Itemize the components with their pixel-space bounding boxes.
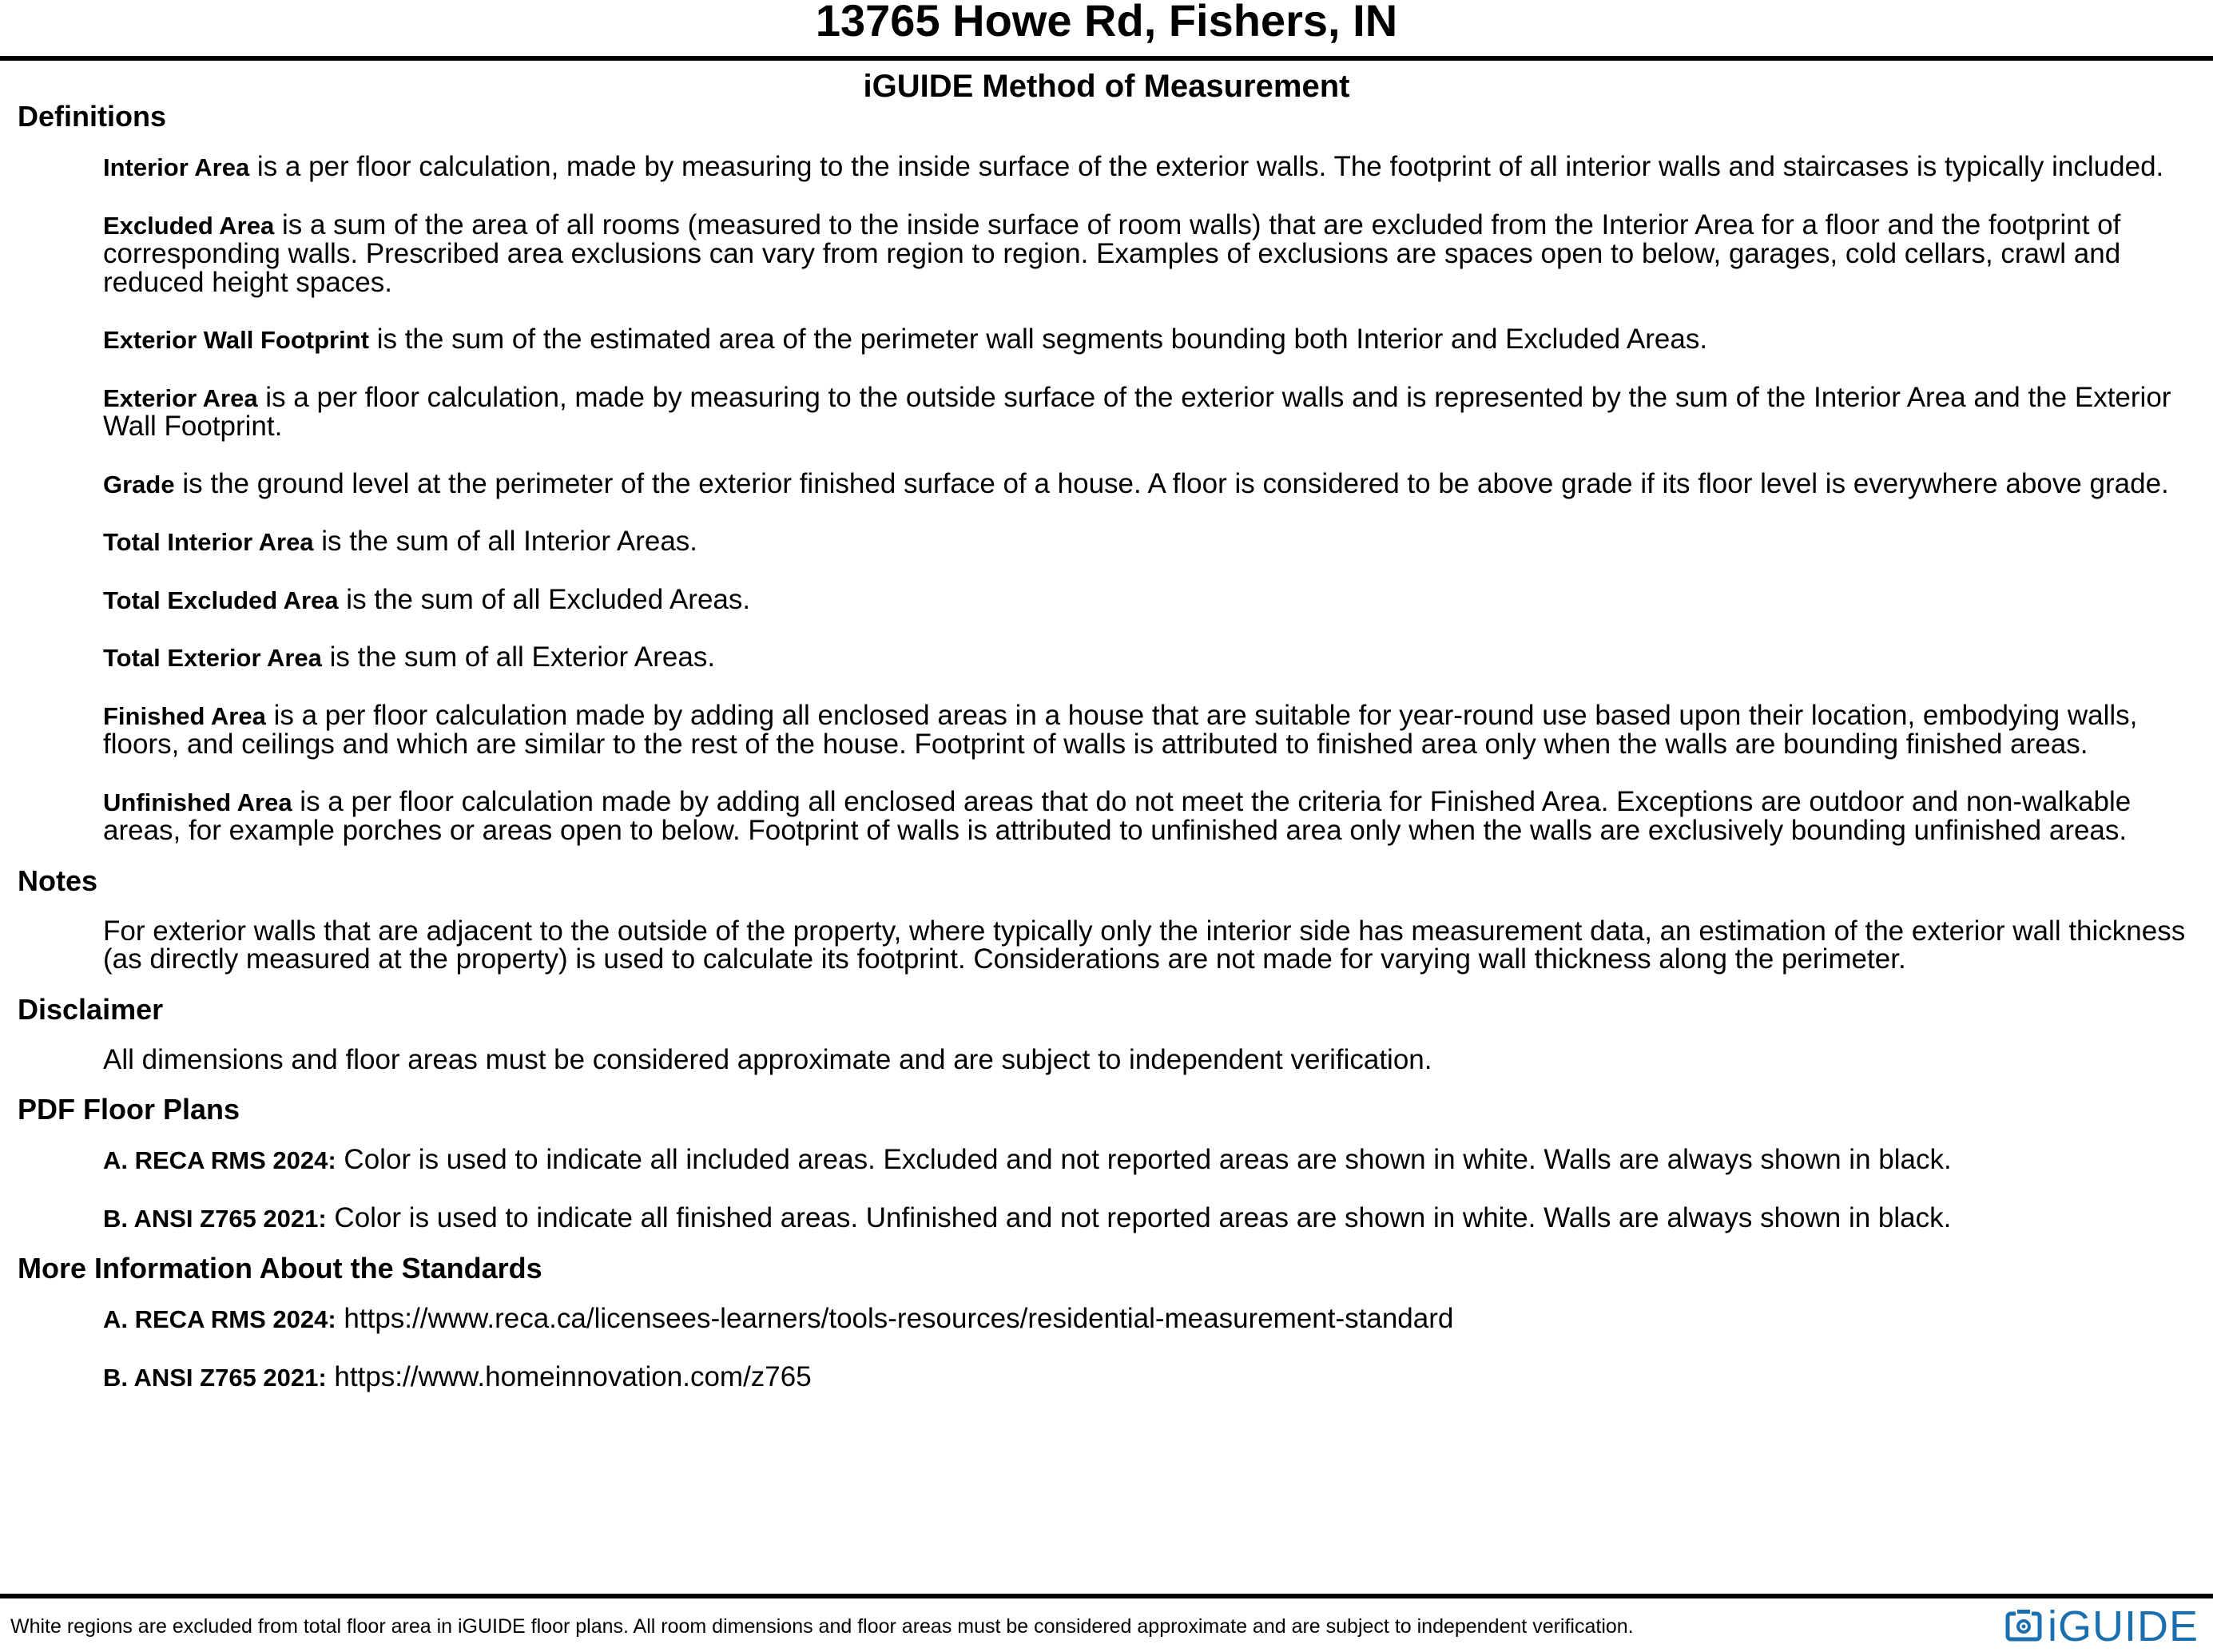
- notes-heading: Notes: [18, 864, 98, 897]
- standard-description: Color is used to indicate all included areas. Excluded and not reported areas are shown in white. Walls are always shown in black.: [336, 1144, 1952, 1175]
- more-information-list: [0, 1305, 2213, 1392]
- definition-term: Excluded Area: [103, 211, 275, 240]
- iguide-logo-icon: [2004, 1607, 2043, 1646]
- definition-excluded-area: [103, 208, 2203, 298]
- document-body: [0, 97, 2213, 1392]
- definition-total-interior-area: [103, 527, 2203, 557]
- definition-text: is a sum of the area of all rooms (measured to the inside surface of room walls) that are excluded from the Interior Area for a floor and the footprint of corresponding walls. Prescribed area exclusions can vary from region to region. Examples of exclusions are spaces open to below, garages, cold cellars, crawl and reduced height spaces.: [103, 208, 2121, 298]
- definition-total-exterior-area: [103, 643, 2203, 673]
- standard-label: A. RECA RMS 2024:: [103, 1305, 336, 1333]
- definition-text: is the sum of all Excluded Areas.: [338, 583, 751, 615]
- standard-label: A. RECA RMS 2024:: [103, 1146, 336, 1174]
- definition-term: Total Interior Area: [103, 528, 314, 556]
- definition-text: is a per floor calculation made by adding all enclosed areas in a house that are suitable for year-round use based upon their location, embodying walls, floors, and ceilings and which are similar to the rest of the house. Footprint of walls is attributed to finished area only when the walls are bounding finished areas.: [103, 699, 2138, 760]
- pdf-floor-plans-list: [0, 1146, 2213, 1233]
- brand-name: iGUIDE: [2047, 1602, 2199, 1650]
- footer-divider: [0, 1594, 2213, 1598]
- floor-plan-standard-reca: [103, 1146, 2203, 1175]
- pdf-floor-plans-heading: PDF Floor Plans: [18, 1093, 240, 1126]
- header-divider: [0, 56, 2213, 61]
- definition-term: Finished Area: [103, 701, 266, 730]
- definition-text: is a per floor calculation, made by measuring to the outside surface of the exterior walls and is represented by the sum of the Interior Area and the Exterior Wall Footprint.: [103, 381, 2171, 442]
- footer-note: White regions are excluded from total floor area in iGUIDE floor plans. All room dimensions and floor areas must be considered approximate and are subject to independent verification.: [10, 1615, 1634, 1638]
- definition-interior-area: [103, 153, 2203, 182]
- definition-text: is a per floor calculation, made by measuring to the inside surface of the exterior walls. The footprint of all interior walls and staircases is typically included.: [249, 151, 2164, 182]
- iguide-logo: [2004, 1602, 2199, 1650]
- definition-exterior-area: [103, 383, 2203, 441]
- standard-link-reca: [103, 1305, 2203, 1334]
- definition-term: Exterior Area: [103, 383, 258, 412]
- definition-text: is a per floor calculation made by adding all enclosed areas that do not meet the criteria for Finished Area. Exceptions are outdoor and non-walkable areas, for example porches or areas open to below. Footprint of walls is attributed to unfinished area only when the walls are exclusively bounding unfinished areas.: [103, 785, 2132, 846]
- disclaimer-list: [0, 1043, 2213, 1075]
- standard-label: B. ANSI Z765 2021:: [103, 1204, 327, 1233]
- notes-list: [0, 917, 2213, 974]
- definition-grade: [103, 467, 2203, 499]
- standard-link-ansi: [103, 1360, 2203, 1392]
- disclaimer-text: All dimensions and floor areas must be considered approximate and are subject to independent verification.: [103, 1043, 1432, 1075]
- standard-label: B. ANSI Z765 2021:: [103, 1363, 327, 1392]
- definition-unfinished-area: [103, 785, 2203, 846]
- definitions-list: [0, 153, 2213, 845]
- more-information-heading: More Information About the Standards: [18, 1252, 542, 1285]
- standard-url[interactable]: https://www.homeinnovation.com/z765: [326, 1360, 812, 1392]
- definition-term: Exterior Wall Footprint: [103, 326, 369, 354]
- definition-text: is the sum of all Interior Areas.: [313, 526, 698, 557]
- definition-term: Total Exterior Area: [103, 644, 322, 672]
- page-title: 13765 Howe Rd, Fishers, IN: [815, 0, 1398, 46]
- disclaimer-heading: Disclaimer: [18, 992, 164, 1026]
- floor-plan-standard-ansi: [103, 1201, 2203, 1233]
- definition-term: Grade: [103, 470, 175, 498]
- definition-total-excluded-area: [103, 583, 2203, 615]
- definition-finished-area: [103, 701, 2203, 759]
- definition-exterior-wall-footprint: [103, 325, 2203, 355]
- standard-url[interactable]: https://www.reca.ca/licensees-learners/tools-resources/residential-measurement-standard: [336, 1303, 1454, 1334]
- definition-term: Unfinished Area: [103, 788, 292, 816]
- definition-text: is the ground level at the perimeter of the exterior finished surface of a house. A floor is considered to be above grade if its floor level is everywhere above grade.: [174, 467, 2169, 499]
- notes-text: For exterior walls that are adjacent to the outside of the property, where typically only the interior side has measurement data, an estimation of the exterior wall thickness (as directly measured at the property) is used to calculate its footprint. Considerations are not made for varying wall thickness along the perimeter.: [103, 915, 2186, 975]
- definition-text: is the sum of all Exterior Areas.: [321, 641, 716, 673]
- document-subtitle: iGUIDE Method of Measurement: [863, 69, 1350, 104]
- definitions-heading: Definitions: [18, 100, 166, 133]
- definition-text: is the sum of the estimated area of the perimeter wall segments bounding both Interior and Excluded Areas.: [368, 324, 1708, 355]
- definition-term: Total Excluded Area: [103, 586, 339, 614]
- standard-description: Color is used to indicate all finished areas. Unfinished and not reported areas are shown in white. Walls are always shown in black.: [326, 1201, 1952, 1233]
- definition-term: Interior Area: [103, 153, 250, 181]
